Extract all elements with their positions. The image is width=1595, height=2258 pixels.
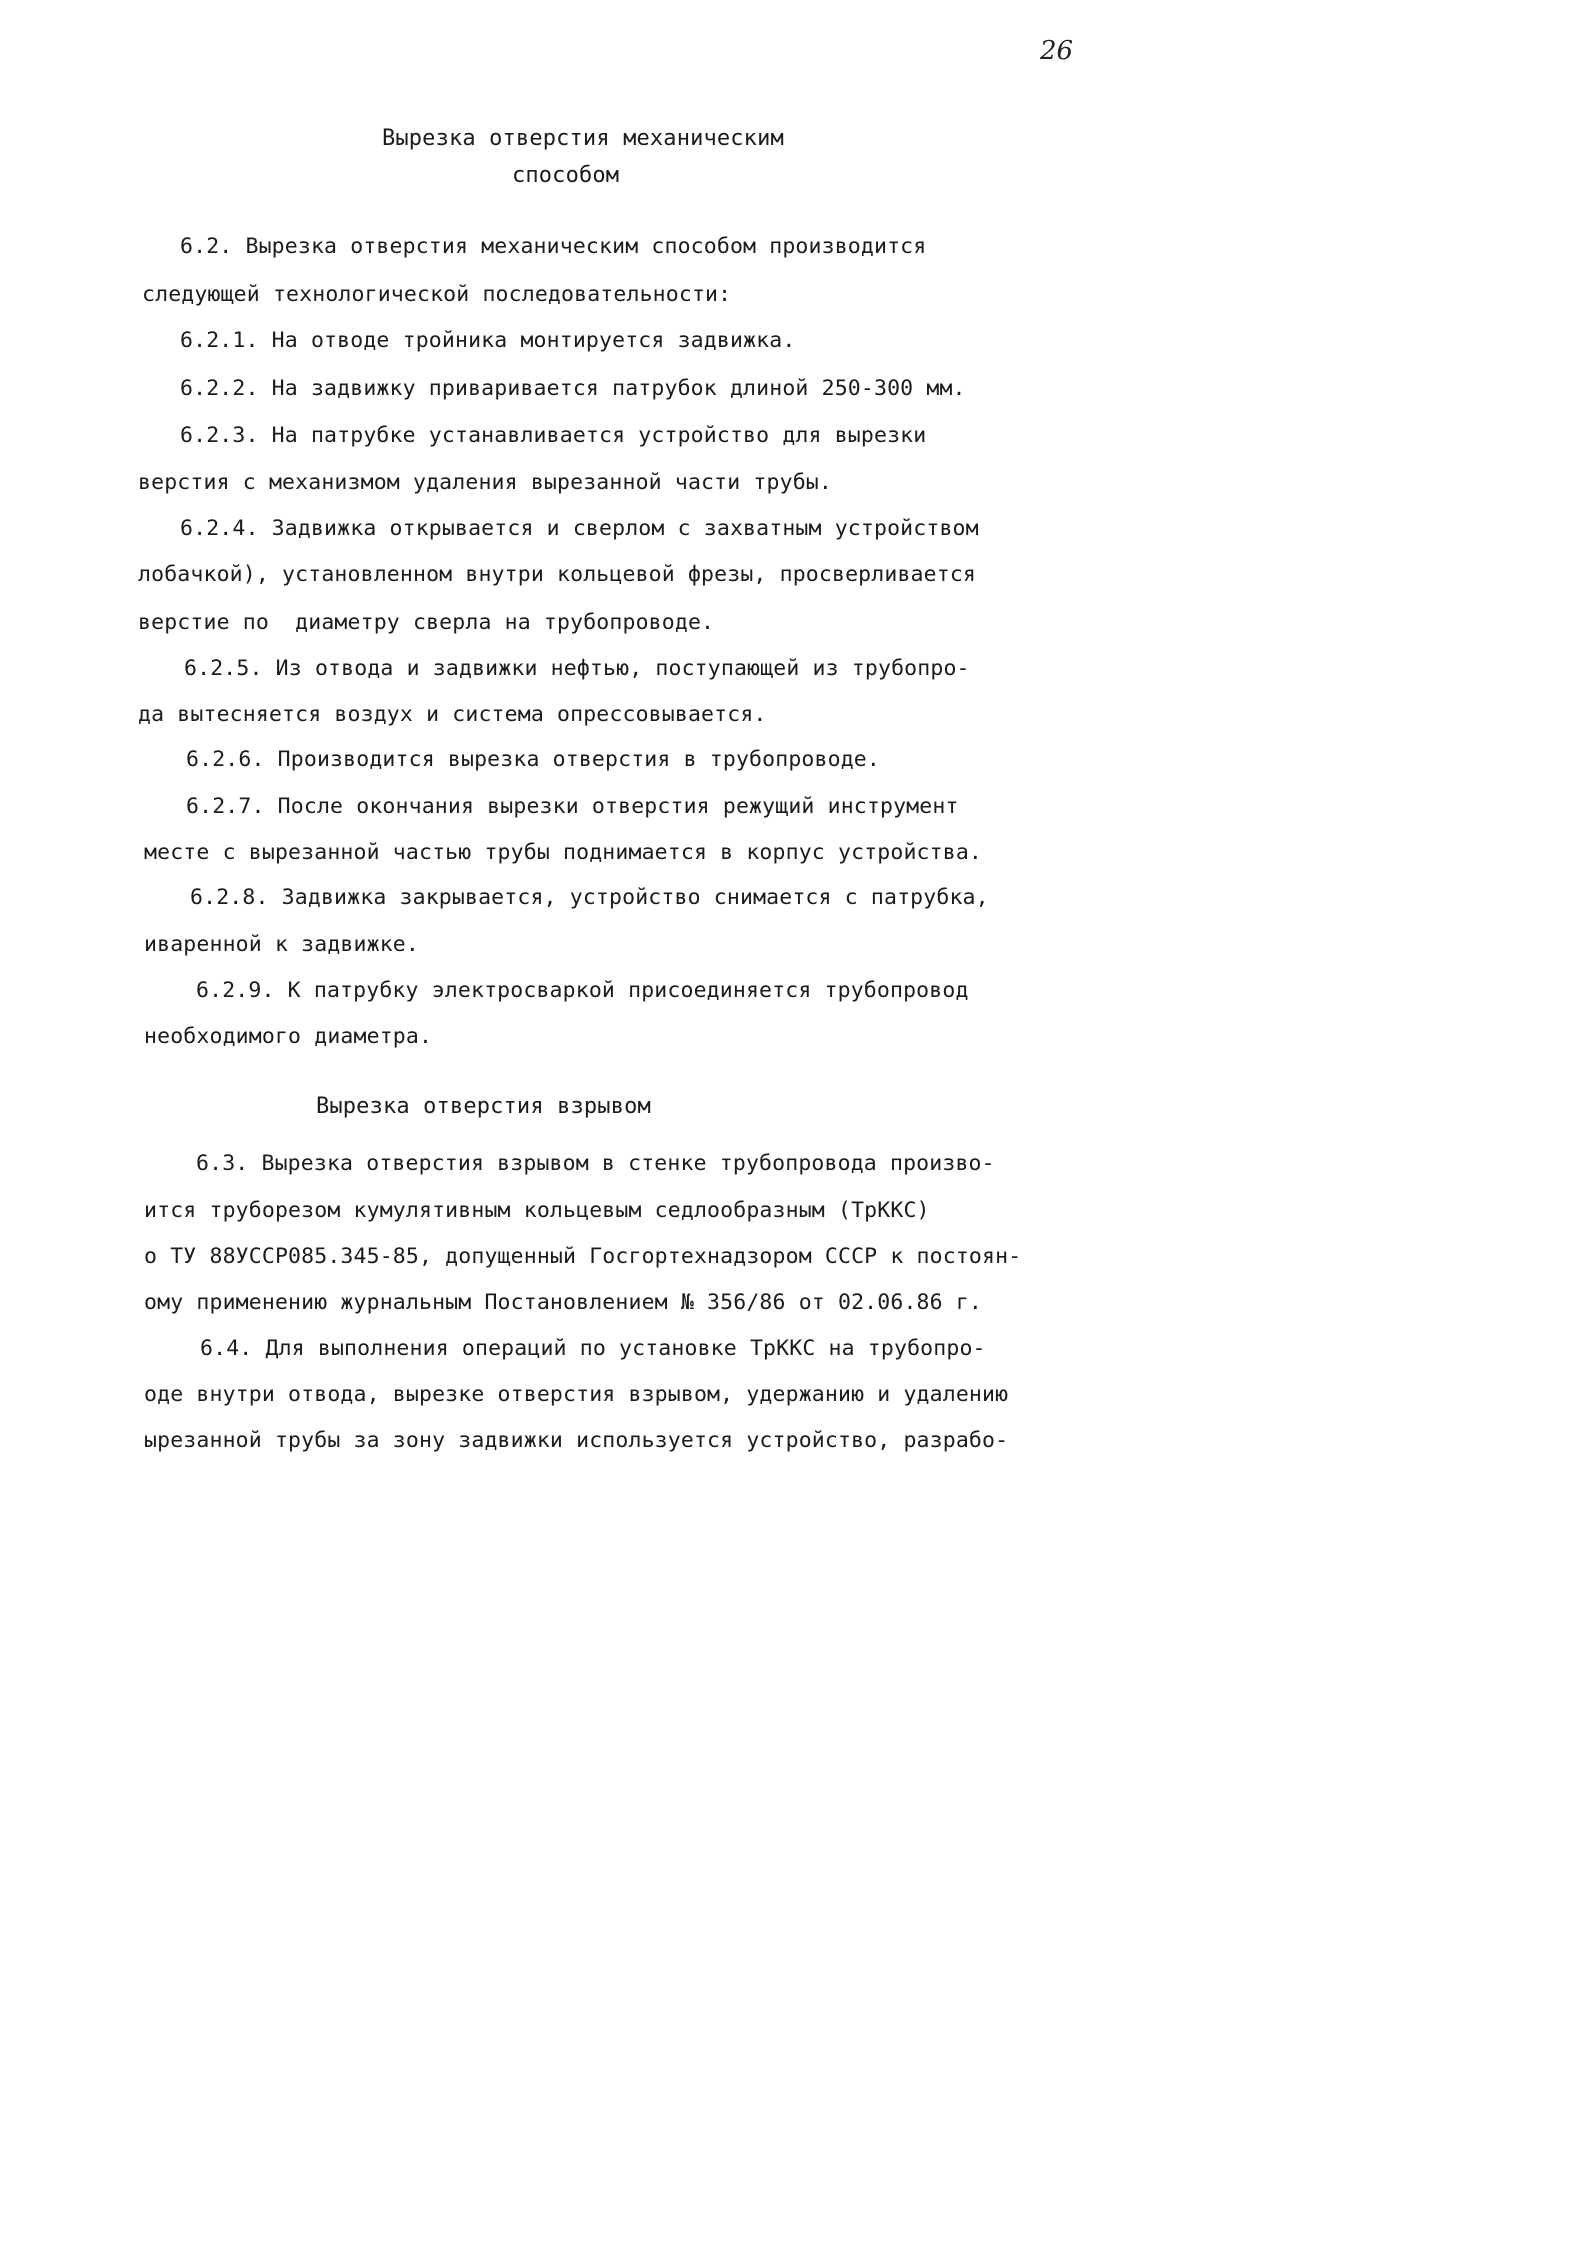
paragraph-line: ырезанной трубы за зону задвижки используется устройство, разрабо- [144,1428,1009,1453]
paragraph-line: 6.2.3. На патрубке устанавливается устройство для вырезки [180,423,927,448]
section-title-line-1: Вырезка отверстия механическим [382,126,784,151]
paragraph-line: 6.2.1. На отводе тройника монтируется задвижка. [180,328,796,353]
paragraph-line: 6.4. Для выполнения операций по установке ТрККС на трубопро- [200,1336,986,1361]
paragraph-line: иваренной к задвижке. [144,932,419,957]
paragraph-line: 6.2.5. Из отвода и задвижки нефтью, поступающей из трубопро- [184,656,970,681]
section-title-line-2: способом [512,163,620,188]
paragraph-line: верстия с механизмом удаления вырезанной части трубы. [138,470,832,495]
paragraph-line: лобачкой), установленном внутри кольцевой фрезы, просверливается [138,562,977,587]
paragraph-line: 6.2.8. Задвижка закрывается, устройство снимается с патрубка, [190,885,989,910]
paragraph-line: 6.3. Вырезка отверстия взрывом в стенке трубопровода произво- [196,1151,995,1176]
paragraph-line: 6.2.9. К патрубку электросваркой присоединяется трубопровод [196,978,969,1003]
paragraph-line: 6.2. Вырезка отверстия механическим способом производится [180,234,927,259]
paragraph-line: 6.2.7. После окончания вырезки отверстия режущий инструмент [186,794,959,819]
section-title-explosion: Вырезка отверстия взрывом [316,1094,651,1119]
paragraph-line: 6.2.4. Задвижка открывается и сверлом с захватным устройством [180,516,979,541]
paragraph-line: да вытесняется воздух и система опрессовывается. [138,702,767,727]
paragraph-line: месте с вырезанной частью трубы поднимается в корпус устройства. [144,840,983,865]
paragraph-line: ится труборезом кумулятивным кольцевым седлообразным (ТрККС) [144,1198,930,1223]
paragraph-line: о ТУ 88УССР085.345-85, допущенный Госгортехнадзором СССР к постоян- [144,1244,1022,1269]
paragraph-line: ому применению журнальным Постановлением № 356/86 от 02.06.86 г. [144,1290,983,1315]
paragraph-line: оде внутри отвода, вырезке отверстия взрывом, удержанию и удалению [144,1382,1009,1407]
page-number: 26 [1040,36,1074,66]
paragraph-line: 6.2.6. Производится вырезка отверстия в трубопроводе. [186,747,880,772]
paragraph-line: следующей технологической последовательности: [142,282,732,307]
paragraph-line: необходимого диаметра. [144,1024,433,1049]
document-page [0,0,1117,1581]
paragraph-line: 6.2.2. На задвижку приваривается патрубок длиной 250-300 мм. [180,376,966,401]
paragraph-line: верстие по диаметру сверла на трубопроводе. [138,610,715,635]
